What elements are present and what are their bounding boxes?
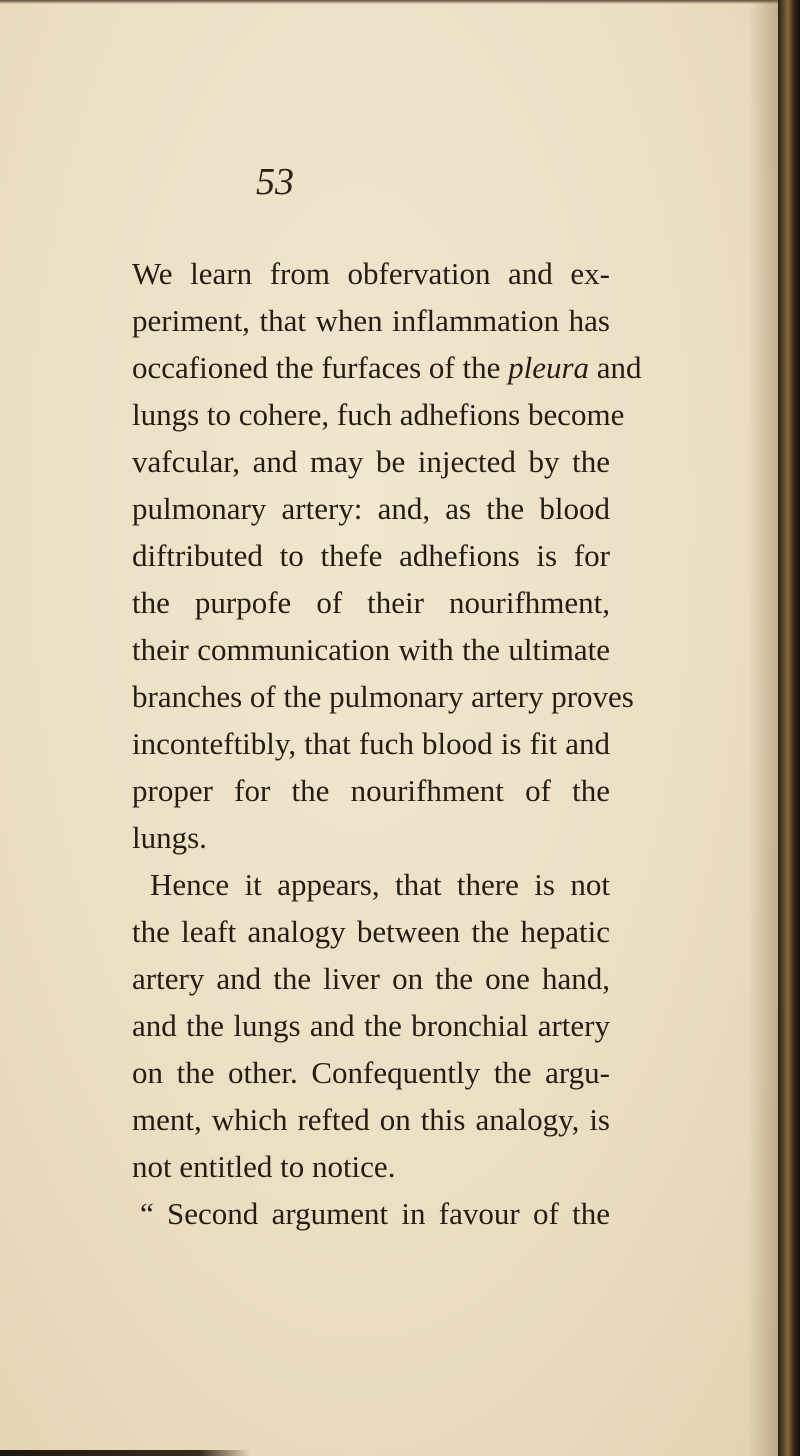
page-bottom-edge (0, 1450, 250, 1456)
text-line: and the lungs and the bronchial artery (132, 1008, 610, 1043)
text-line: their communication with the ultimate (132, 632, 610, 667)
book-spine-edge (778, 0, 800, 1456)
text-line (132, 344, 642, 391)
text-line: periment, that when inflammation has (132, 303, 610, 338)
text-line: branches of the pulmonary artery proves (132, 679, 634, 714)
text-line: We learn from obfervation and ex- (132, 256, 610, 291)
italic-term-pleura: pleura (508, 350, 590, 385)
body-text (132, 250, 642, 1237)
page-number: 53 (256, 161, 294, 203)
page-top-edge (0, 0, 780, 4)
text-line: Hence it appears, that there is not (150, 867, 610, 902)
text-line: on the other. Confequently the argu- (132, 1055, 610, 1090)
text-line: proper for the nourifhment of the (132, 773, 610, 808)
text-line: the purpofe of their nourifhment, (132, 585, 610, 620)
text-line: vafcular, and may be injected by the (132, 444, 610, 479)
text-line: the leaft analogy between the hepatic (132, 914, 610, 949)
text-line-segment: and (596, 350, 642, 385)
text-line-segment: occafioned the furfaces of the (132, 350, 501, 385)
text-line: pulmonary artery: and, as the blood (132, 491, 610, 526)
text-line: artery and the liver on the one hand, (132, 961, 610, 996)
text-line: lungs to cohere, fuch adhefions become (132, 397, 625, 432)
text-line: ment, which refted on this analogy, is (132, 1102, 610, 1137)
text-line: not entitled to notice. (132, 1149, 396, 1184)
text-line: lungs. (132, 820, 207, 855)
text-line: diftributed to thefe adhefions is for (132, 538, 610, 573)
text-line: “ Second argument in favour of the (140, 1196, 610, 1231)
spine-shadow (748, 0, 778, 1456)
text-line: inconteftibly, that fuch blood is fit and (132, 726, 610, 761)
